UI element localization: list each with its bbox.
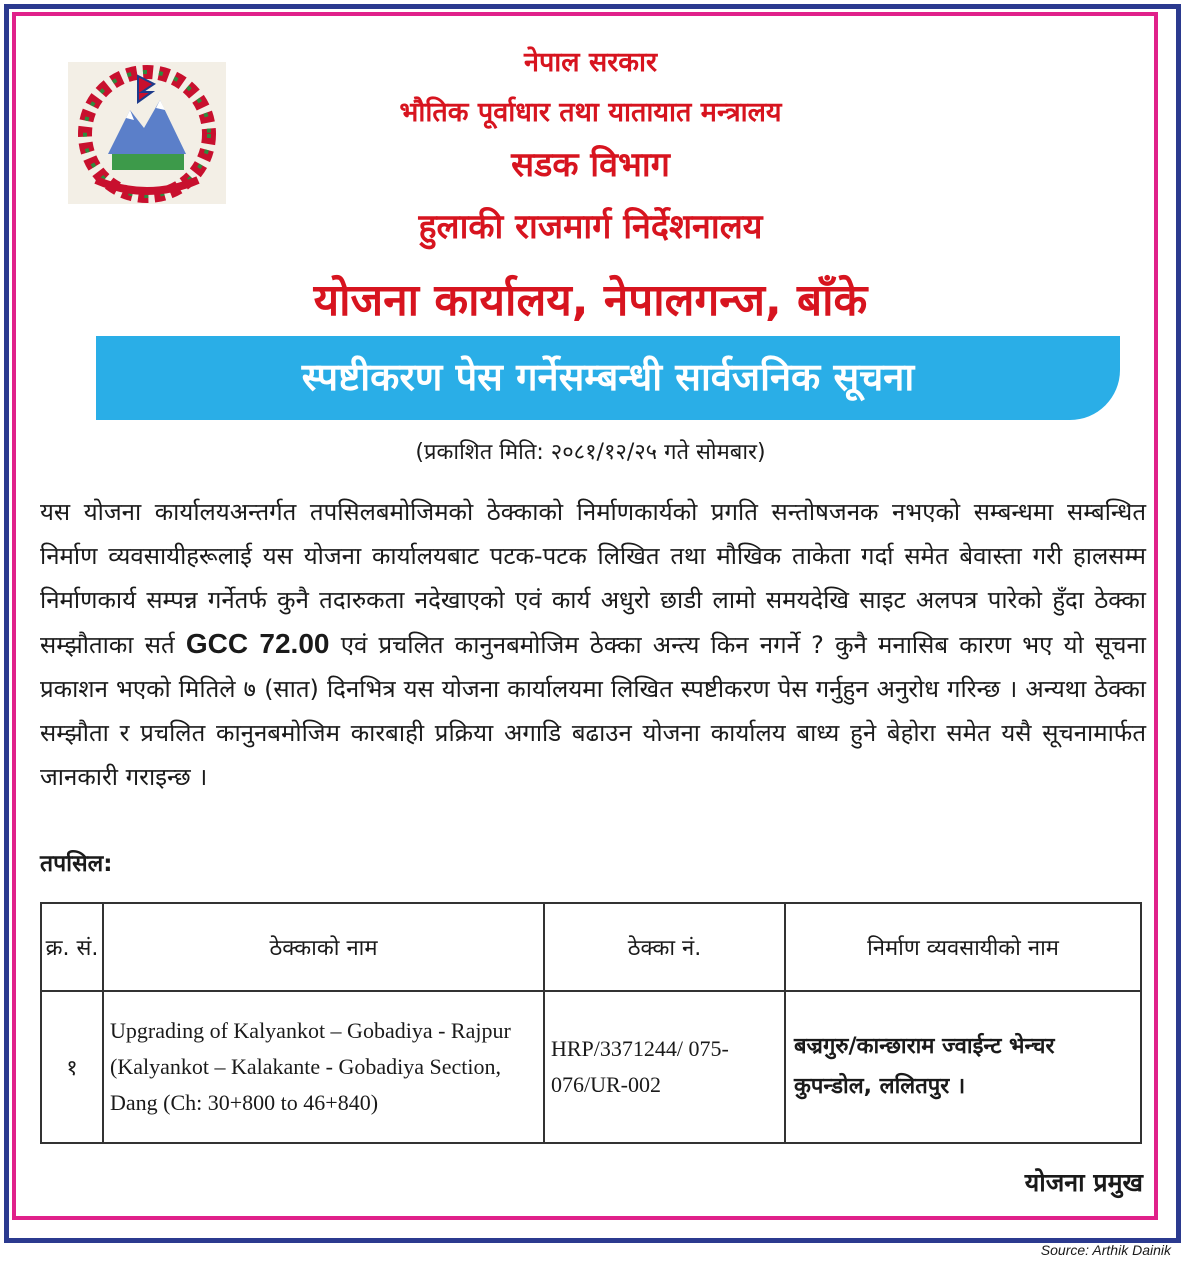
cell-contract-name: Upgrading of Kalyankot – Gobadiya - Rajpur (Kalyankot – Kalakante - Gobadiya Section, Dang (Ch: 30+800 to 46+840) [103, 991, 544, 1143]
cell-contractor: बज्रगुरु/कान्छाराम ज्वाईन्ट भेन्चर कुपन्डोल, ललितपुर । [785, 991, 1141, 1143]
gcc-clause: GCC 72.00 [185, 628, 330, 659]
notice-body [40, 490, 1146, 799]
source-credit: Source: Arthik Dainik [1040, 1242, 1171, 1258]
table-header-row [41, 903, 1141, 991]
signature: योजना प्रमुख [1024, 1168, 1143, 1197]
gov-name: नेपाल सरकार [523, 47, 658, 78]
cell-contract-no: HRP/3371244/ 075-076/UR-002 [544, 991, 785, 1143]
body-text-part1: यस योजना कार्यालयअन्तर्गत तपसिलबमोजिमको ठेक्काको निर्माणकार्यको प्रगति सन्तोषजनक नभएको सम्बन्धमा सम्बन्धित निर्माण व्यवसायीहरूलाई यस योजना कार्यालयबाट पटक-पटक लिखित तथा मौखिक ताकेता गर्दा समेत बेवास्ता गरी हालसम्म निर्माणकार्य सम्पन्न गर्नेतर्फ कुनै तदारुकता नदेखाएको एवं कार्य अधुरो छाडी लामो समयदेखि साइट अलपत्र पारेको हुँदा ठेक्का सम्झौताका सर्त [40, 498, 1146, 659]
notice-title: स्पष्टीकरण पेस गर्नेसम्बन्धी सार्वजनिक सूचना [301, 355, 915, 399]
published-date: (प्रकाशित मिति: २०८१/१२/२५ गते सोमबार) [415, 440, 766, 465]
schedule-label: तपसिल: [40, 851, 113, 877]
contract-table [40, 902, 1142, 1144]
header-sn: क्र. सं. [41, 903, 103, 991]
directorate-name: हुलाकी राजमार्ग निर्देशनालय [418, 207, 763, 247]
body-text-part2: एवं प्रचलित कानुनबमोजिम ठेक्का अन्त्य किन नगर्ने ? कुनै मनासिब कारण भए यो सूचना प्रकाशन भएको मितिले ७ (सात) दिनभित्र यस योजना कार्यालयमा लिखित स्पष्टीकरण पेस गर्नुहुन अनुरोध गरिन्छ । अन्यथा ठेक्का सम्झौता र प्रचलित कानुनबमोजिम कारबाही प्रक्रिया अगाडि बढाउन योजना कार्यालय बाध्य हुने बेहोरा समेत यसै सूचनामार्फत जानकारी गराइन्छ । [40, 631, 1146, 791]
header-contractor: निर्माण व्यवसायीको नाम [785, 903, 1141, 991]
table-row [41, 991, 1141, 1143]
department-name: सडक विभाग [511, 145, 670, 185]
cell-sn: १ [41, 991, 103, 1143]
office-name: योजना कार्यालय, नेपालगन्ज, बाँके [313, 275, 868, 326]
ministry-name: भौतिक पूर्वाधार तथा यातायात मन्त्रालय [399, 97, 782, 128]
header-contract-no: ठेक्का नं. [544, 903, 785, 991]
header-contract-name: ठेक्काको नाम [103, 903, 544, 991]
